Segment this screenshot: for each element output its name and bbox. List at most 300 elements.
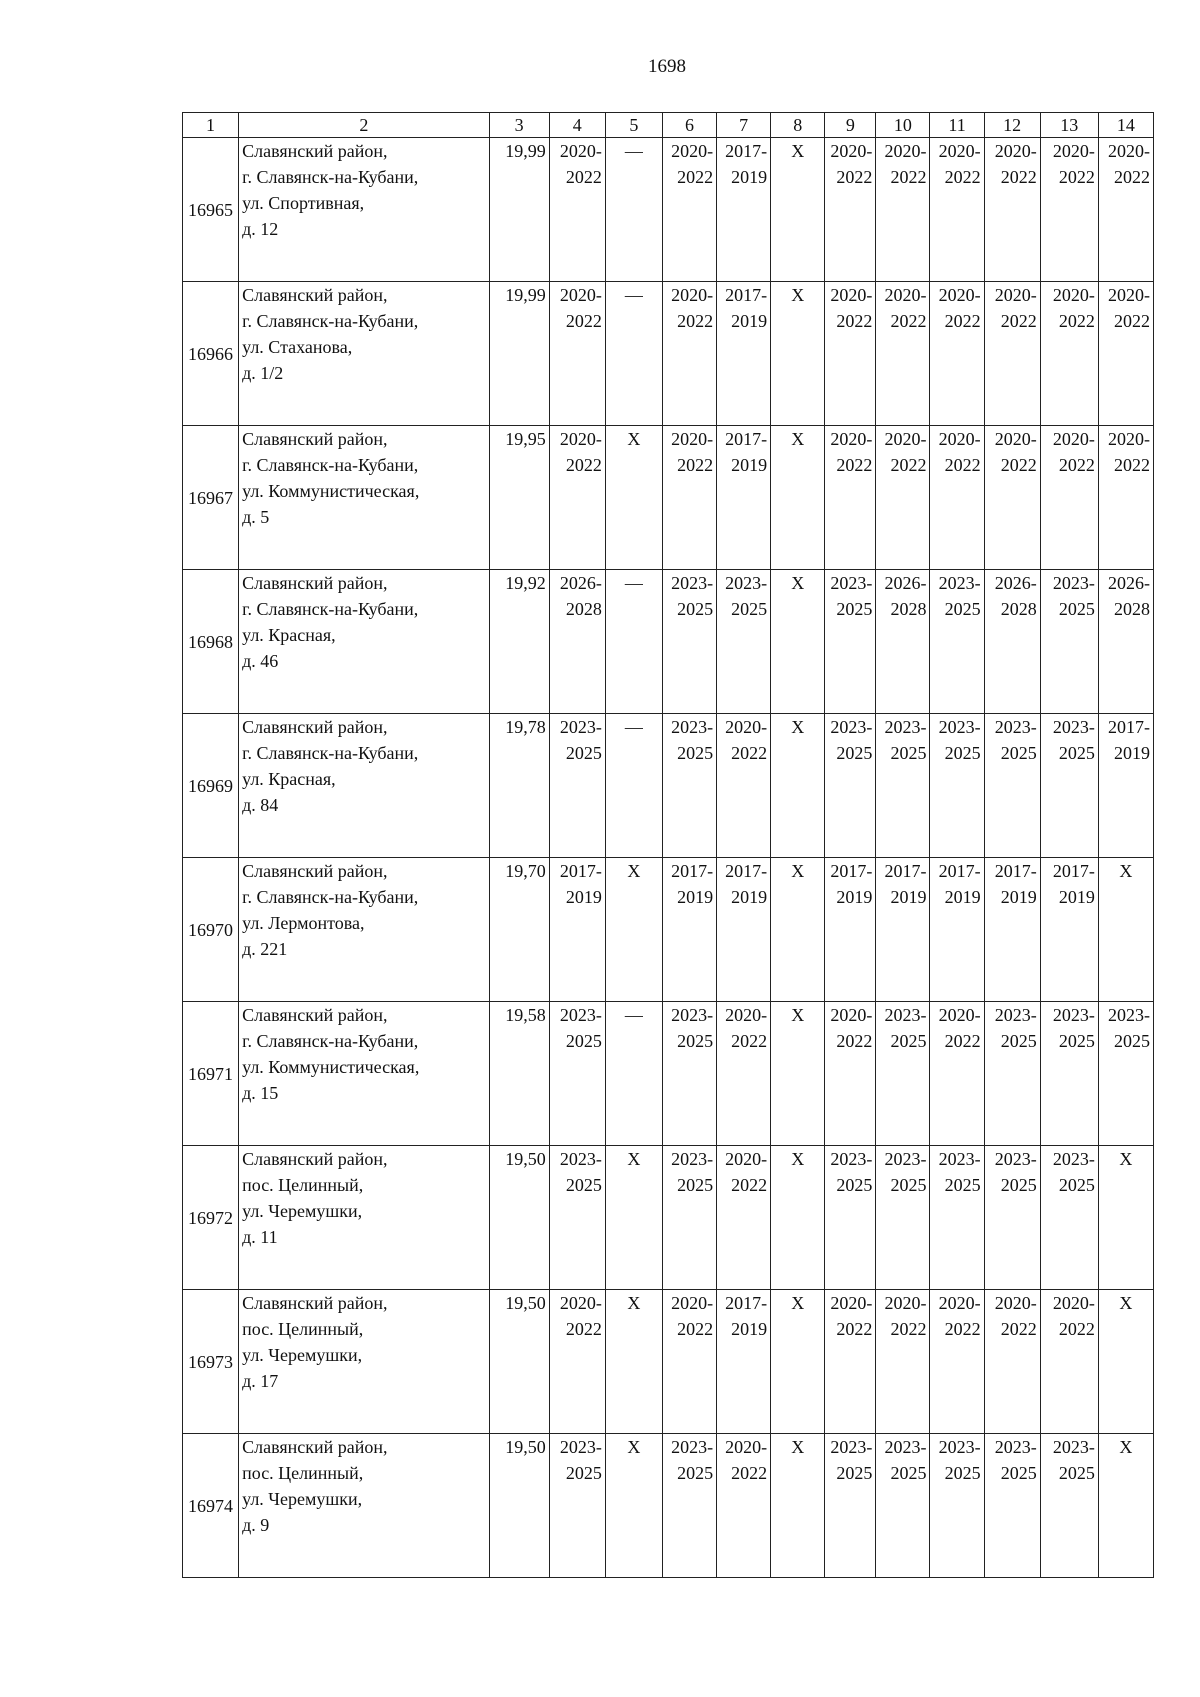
period-line: 2025 [890,1031,927,1051]
period-line: 2025 [1058,1175,1095,1195]
period-line: 2022 [836,311,873,331]
address-line: г. Славянск-на-Кубани, [242,599,419,619]
period-line: 2019 [731,455,768,475]
period-line: 2025 [890,1463,927,1483]
period-cell [549,1002,605,1146]
period-cell [984,1434,1040,1578]
period-line: 2025 [1058,599,1095,619]
mark-cell: — [605,1002,662,1146]
period-line: 2017- [725,429,768,449]
mark-cell: X [771,714,825,858]
period-line: 2020- [559,141,602,161]
period-cell [662,714,716,858]
period-line: 2025 [1000,1031,1037,1051]
mark-cell: X [605,426,662,570]
period-cell [717,570,771,714]
period-line: 2025 [1000,1175,1037,1195]
period-line: 2026- [884,573,927,593]
period-line: 2028 [565,599,602,619]
period-line: 2020- [1108,141,1150,161]
period-cell [930,714,984,858]
table-row [183,858,1154,1002]
period-cell [930,1002,984,1146]
period-line: 2019 [944,887,981,907]
period-line: 2023- [830,717,873,737]
address-cell [239,282,490,426]
mark-cell: X [605,1290,662,1434]
column-header: 10 [876,113,930,138]
period-cell [876,138,930,282]
period-line: 2019 [731,887,768,907]
mark-cell: — [605,282,662,426]
period-line: 2025 [1000,743,1037,763]
mark-cell: X [605,1146,662,1290]
period-line: 2022 [944,455,981,475]
period-line: 2020- [938,1005,981,1025]
address-line: Славянский район, [242,285,388,305]
column-header: 8 [771,113,825,138]
period-line: 2025 [836,1463,873,1483]
address-line: д. 1/2 [242,363,284,383]
address-line: Славянский район, [242,573,388,593]
period-line: 2020- [725,1149,768,1169]
period-line: 2023- [994,1005,1037,1025]
mark-cell: X [771,570,825,714]
period-line: 2019 [731,311,768,331]
period-line: 2020- [830,285,873,305]
mark-cell: — [605,570,662,714]
period-line: 2022 [565,455,602,475]
period-line: 2022 [677,167,714,187]
row-number: 16968 [183,570,239,714]
address-line: д. 17 [242,1371,279,1391]
period-line: 2023- [559,1149,602,1169]
period-line: 2020- [1052,141,1095,161]
period-cell [717,1002,771,1146]
period-cell [984,1290,1040,1434]
address-line: Славянский район, [242,717,388,737]
address-line: ул. Спортивная, [242,193,365,213]
mark-cell: — [605,714,662,858]
address-line: ул. Коммунистическая, [242,1057,420,1077]
period-line: 2019 [731,167,768,187]
period-line: 2020- [1108,429,1150,449]
period-line: 2022 [1114,311,1150,331]
period-cell [662,426,716,570]
period-line: 2022 [836,455,873,475]
period-cell [717,1146,771,1290]
period-line: 2025 [565,1175,602,1195]
period-line: 2023- [725,573,768,593]
address-line: Славянский район, [242,1149,388,1169]
period-cell [876,1146,930,1290]
period-line: 2022 [565,1319,602,1339]
period-line: 2022 [1058,1319,1095,1339]
period-line: 2022 [731,1175,768,1195]
column-header: 5 [605,113,662,138]
period-line: 2020- [994,429,1037,449]
period-line: 2023- [671,1149,714,1169]
period-cell [549,858,605,1002]
period-line: 2022 [890,455,927,475]
period-cell [662,138,716,282]
period-line: 2023- [884,1149,927,1169]
row-number: 16971 [183,1002,239,1146]
period-line: 2025 [944,1463,981,1483]
period-cell [984,714,1040,858]
period-cell [930,858,984,1002]
period-cell [930,570,984,714]
value-cell: 19,99 [489,138,549,282]
period-cell [662,570,716,714]
period-cell [717,426,771,570]
period-line: 2025 [1000,1463,1037,1483]
period-line: 2020- [938,141,981,161]
period-cell [662,1290,716,1434]
column-header: 2 [239,113,490,138]
period-line: 2020- [938,1293,981,1313]
address-line: г. Славянск-на-Кубани, [242,743,419,763]
address-line: ул. Стаханова, [242,337,353,357]
address-line: г. Славянск-на-Кубани, [242,311,419,331]
column-header: 1 [183,113,239,138]
page-number: 1698 [648,56,686,77]
period-line: 2017- [830,861,873,881]
address-line: ул. Черемушки, [242,1345,363,1365]
period-line: 2028 [890,599,927,619]
address-cell [239,714,490,858]
period-cell [717,138,771,282]
period-cell [984,570,1040,714]
period-cell [1098,282,1153,426]
period-line: 2017- [938,861,981,881]
period-cell [825,1146,876,1290]
period-line: 2022 [836,1319,873,1339]
period-cell [1040,138,1098,282]
period-cell [717,1290,771,1434]
period-line: 2025 [1058,1031,1095,1051]
period-line: 2019 [836,887,873,907]
period-line: 2025 [836,599,873,619]
period-line: 2020- [559,1293,602,1313]
period-line: 2025 [677,1031,714,1051]
period-line: 2020- [671,1293,714,1313]
row-number: 16966 [183,282,239,426]
address-line: ул. Черемушки, [242,1201,363,1221]
period-line: 2022 [677,455,714,475]
period-line: 2025 [944,599,981,619]
period-line: 2020- [725,717,768,737]
address-cell [239,1002,490,1146]
period-line: 2020- [938,285,981,305]
value-cell: 19,50 [489,1290,549,1434]
column-header: 7 [717,113,771,138]
period-line: 2019 [1114,743,1150,763]
period-line: 2023- [671,1437,714,1457]
period-line: 2025 [677,1463,714,1483]
column-header: 14 [1098,113,1153,138]
value-cell: 19,92 [489,570,549,714]
mark-cell: X [771,1434,825,1578]
period-line: 2019 [565,887,602,907]
period-line: 2025 [890,743,927,763]
period-cell [662,1146,716,1290]
address-line: г. Славянск-на-Кубани, [242,887,419,907]
period-cell [1040,282,1098,426]
table-row [183,138,1154,282]
address-line: пос. Целинный, [242,1319,364,1339]
period-line: 2023- [994,1149,1037,1169]
period-line: 2022 [1000,167,1037,187]
table-row [183,282,1154,426]
period-cell [876,570,930,714]
address-line: Славянский район, [242,861,388,881]
period-cell [876,1290,930,1434]
period-line: 2025 [565,1031,602,1051]
period-line: 2020- [884,141,927,161]
period-cell [876,426,930,570]
address-line: д. 15 [242,1083,279,1103]
table-row [183,1146,1154,1290]
address-line: г. Славянск-на-Кубани, [242,1031,419,1051]
period-line: 2023- [559,717,602,737]
period-line: 2019 [677,887,714,907]
period-line: 2019 [1058,887,1095,907]
address-line: д. 11 [242,1227,278,1247]
address-line: д. 46 [242,651,279,671]
table-row [183,714,1154,858]
period-line: 2022 [731,1463,768,1483]
period-line: 2017- [1052,861,1095,881]
address-line: Славянский район, [242,1005,388,1025]
value-cell: 19,70 [489,858,549,1002]
period-cell [930,138,984,282]
column-header: 9 [825,113,876,138]
address-cell [239,1146,490,1290]
period-line: 2025 [1058,1463,1095,1483]
address-cell [239,426,490,570]
period-line: 2020- [671,285,714,305]
period-line: 2025 [731,599,768,619]
period-line: 2025 [677,1175,714,1195]
period-line: 2020- [1052,429,1095,449]
period-line: 2028 [1000,599,1037,619]
period-cell [662,1002,716,1146]
period-cell [662,1434,716,1578]
period-cell [876,1002,930,1146]
period-line: 2023- [1108,1005,1150,1025]
period-line: 2022 [890,311,927,331]
period-line: 2017- [725,141,768,161]
mark-cell: X [771,858,825,1002]
period-line: 2023- [884,1437,927,1457]
column-header: 3 [489,113,549,138]
value-cell: 19,58 [489,1002,549,1146]
period-line: 2023- [994,717,1037,737]
period-line: 2025 [1114,1031,1150,1051]
address-line: Славянский район, [242,1437,388,1457]
period-line: 2022 [1000,1319,1037,1339]
column-header: 11 [930,113,984,138]
period-cell [1098,138,1153,282]
period-cell [662,858,716,1002]
period-cell [1098,714,1153,858]
period-line: 2025 [944,1175,981,1195]
period-cell [1040,426,1098,570]
period-line: 2023- [1052,573,1095,593]
period-cell [717,282,771,426]
mark-cell: X [771,1002,825,1146]
period-line: 2025 [836,1175,873,1195]
address-line: ул. Коммунистическая, [242,481,420,501]
value-cell: 19,99 [489,282,549,426]
period-cell [549,138,605,282]
table-header-row [183,113,1154,138]
period-line: 2023- [671,1005,714,1025]
period-line: 2017- [884,861,927,881]
period-cell [549,282,605,426]
period-cell [825,1002,876,1146]
period-line: 2022 [944,167,981,187]
table-row [183,1434,1154,1578]
period-line: 2023- [938,573,981,593]
address-line: ул. Красная, [242,769,336,789]
column-header: 4 [549,113,605,138]
period-cell [549,1290,605,1434]
period-cell [876,858,930,1002]
row-number: 16973 [183,1290,239,1434]
period-line: 2022 [836,167,873,187]
period-line: 2020- [559,285,602,305]
period-line: 2020- [994,1293,1037,1313]
period-line: 2022 [565,167,602,187]
period-cell [1098,1002,1153,1146]
period-line: 2026- [1108,573,1150,593]
row-number: 16970 [183,858,239,1002]
period-line: 2019 [731,1319,768,1339]
row-number: 16972 [183,1146,239,1290]
period-line: 2025 [1058,743,1095,763]
period-line: 2020- [884,1293,927,1313]
address-line: д. 84 [242,795,279,815]
period-cell [984,1146,1040,1290]
period-cell [549,1434,605,1578]
address-line: д. 12 [242,219,279,239]
period-cell [1040,1146,1098,1290]
period-line: 2020- [725,1437,768,1457]
period-line: 2022 [1114,455,1150,475]
address-line: г. Славянск-на-Кубани, [242,167,419,187]
period-cell [930,1146,984,1290]
period-cell [825,138,876,282]
address-line: д. 5 [242,507,270,527]
mark-cell: X [1098,858,1153,1002]
address-line: д. 9 [242,1515,270,1535]
period-cell [876,1434,930,1578]
period-cell [930,1290,984,1434]
address-line: д. 221 [242,939,288,959]
period-cell [1040,714,1098,858]
value-cell: 19,78 [489,714,549,858]
period-cell [930,426,984,570]
value-cell: 19,95 [489,426,549,570]
period-cell [984,138,1040,282]
table-row [183,1002,1154,1146]
period-line: 2023- [938,1149,981,1169]
period-line: 2017- [725,285,768,305]
period-line: 2023- [938,1437,981,1457]
address-cell [239,1290,490,1434]
period-line: 2017- [1108,717,1150,737]
period-cell [876,714,930,858]
mark-cell: X [605,1434,662,1578]
period-line: 2017- [994,861,1037,881]
period-line: 2022 [944,311,981,331]
period-cell [1040,570,1098,714]
period-cell [984,858,1040,1002]
column-header: 13 [1040,113,1098,138]
table-row [183,426,1154,570]
period-cell [930,282,984,426]
period-line: 2022 [890,167,927,187]
period-line: 2020- [725,1005,768,1025]
period-line: 2026- [559,573,602,593]
address-cell [239,570,490,714]
period-line: 2020- [1052,285,1095,305]
period-line: 2020- [1052,1293,1095,1313]
period-cell [930,1434,984,1578]
period-line: 2022 [944,1319,981,1339]
period-line: 2022 [836,1031,873,1051]
period-line: 2023- [994,1437,1037,1457]
value-cell: 19,50 [489,1434,549,1578]
mark-cell: X [1098,1146,1153,1290]
period-line: 2017- [725,1293,768,1313]
value-cell: 19,50 [489,1146,549,1290]
period-line: 2023- [830,573,873,593]
period-cell [662,282,716,426]
period-line: 2026- [994,573,1037,593]
address-cell [239,138,490,282]
period-cell [1040,1290,1098,1434]
period-line: 2028 [1114,599,1150,619]
period-cell [825,570,876,714]
period-line: 2020- [830,1005,873,1025]
row-number: 16974 [183,1434,239,1578]
period-cell [825,426,876,570]
period-line: 2023- [1052,717,1095,737]
data-table [182,112,1154,1578]
period-cell [825,1434,876,1578]
period-line: 2023- [1052,1149,1095,1169]
period-line: 2022 [1000,455,1037,475]
period-cell [1040,1434,1098,1578]
column-header: 6 [662,113,716,138]
period-line: 2022 [1114,167,1150,187]
period-line: 2023- [830,1437,873,1457]
period-cell [1098,426,1153,570]
address-line: пос. Целинный, [242,1175,364,1195]
period-line: 2023- [938,717,981,737]
period-line: 2022 [731,743,768,763]
period-line: 2025 [565,1463,602,1483]
mark-cell: X [1098,1434,1153,1578]
period-cell [1040,1002,1098,1146]
period-line: 2023- [884,717,927,737]
period-cell [984,426,1040,570]
row-number: 16965 [183,138,239,282]
mark-cell: X [771,138,825,282]
